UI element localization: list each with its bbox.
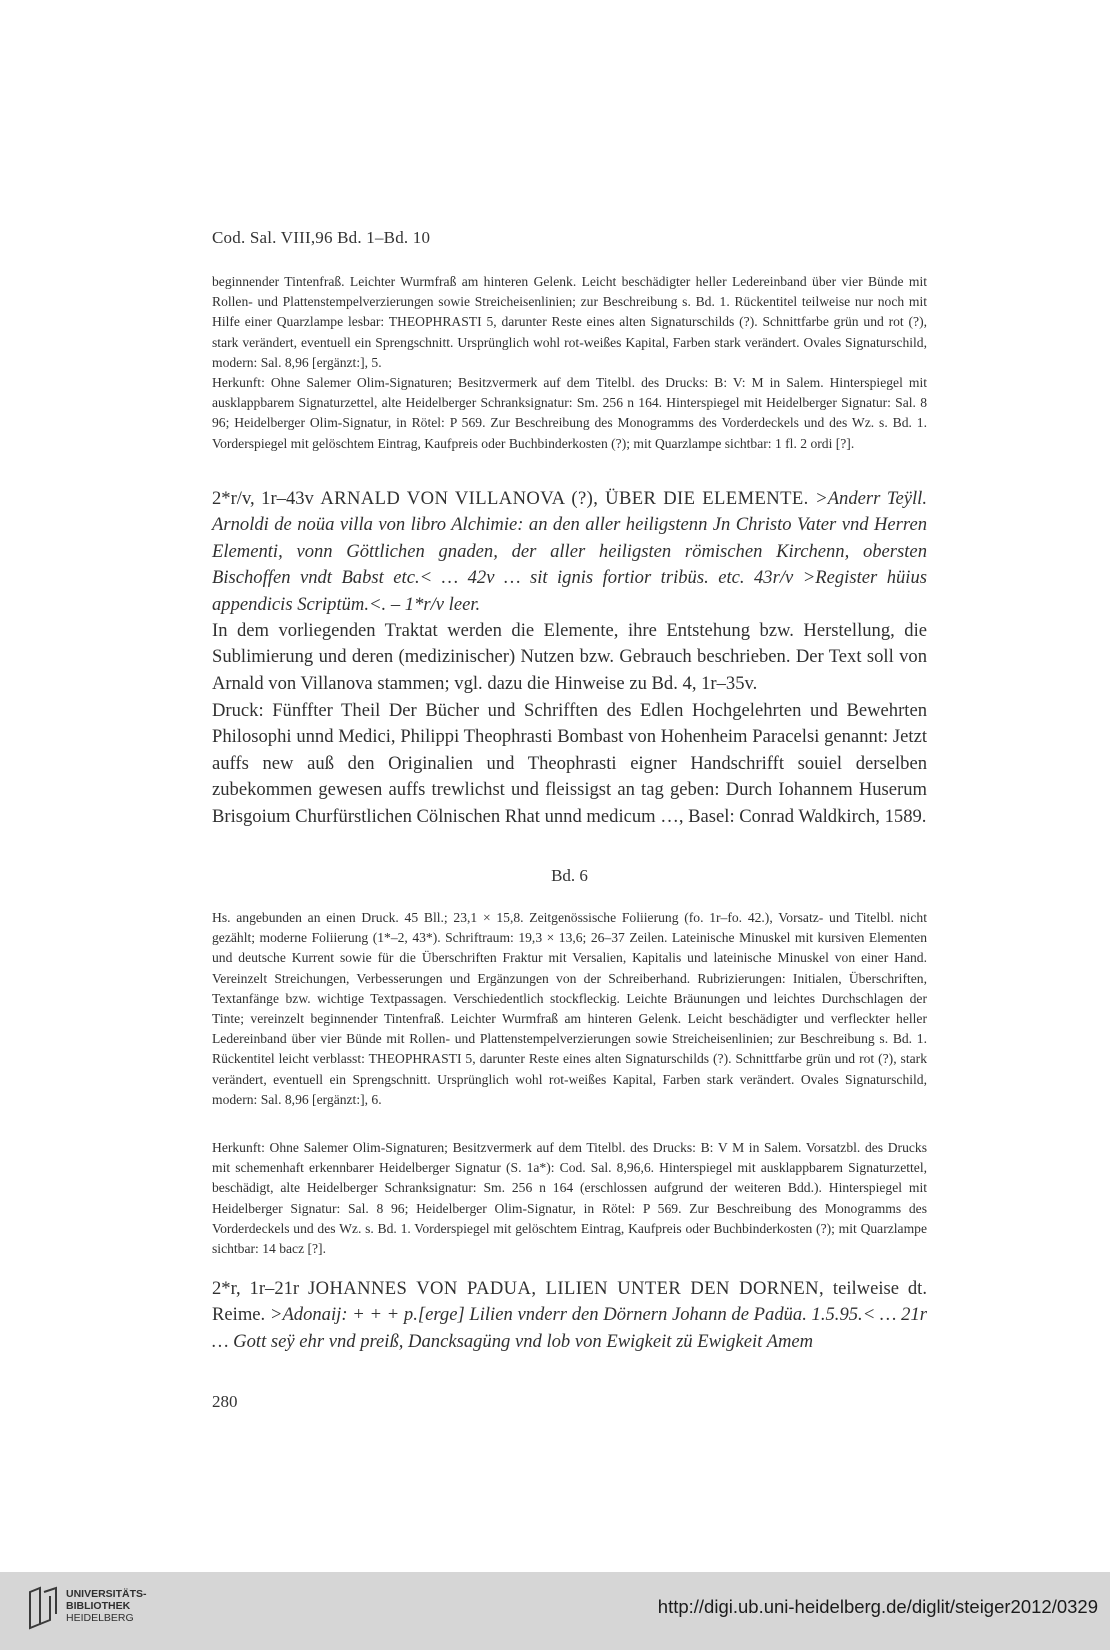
logo-line-1: UNIVERSITÄTS- bbox=[66, 1588, 147, 1600]
bd6-description bbox=[212, 908, 927, 1110]
entry-2-ref: 2*r, 1r–21r bbox=[212, 1278, 300, 1299]
entry-1-body: In dem vorliegenden Traktat werden die Elemente, ihre Entstehung bzw. Herstellung, die Sublimierung und deren (medizinischer) Nutzen bzw. Gebrauch beschrieben. Der Text soll von Arnald von Villanova stammen; vgl. dazu die Hinweise zu Bd. 4, 1r–35v. bbox=[212, 620, 927, 694]
entry-johannes bbox=[212, 1276, 927, 1355]
library-footer-bar bbox=[0, 1572, 1110, 1650]
herkunft-paragraph-2: Herkunft: Ohne Salemer Olim-Signaturen; Besitzvermerk auf dem Titelbl. des Drucks: B: V M in Salem. Vorsatzbl. des Drucks mit schemenhaft erkennbarer Heidelberger Signatur (S. 1a*): Cod. Sal. 8,96,6. Hinterspiegel mit ausklappbarem Signaturzettel, beschädigt, alte Heidelberger Schranksignatur: Sm. 256 n 164 (erschlossen aufgrund der weiteren Bdd.). Hinterspiegel mit Heidelberger Signatur: Sal. 8 96; Heidelberger Olim-Signatur, in Rötel: P 569. Zur Beschreibung des Monogramms des Vorderdeckels und des Wz. s. Bd. 1. Vorderspiegel mit gelöschtem Eintrag, Kaufpreis oder Buchbinderkosten (?); mit Quarzlampe sichtbar: 14 bacz [?]. bbox=[212, 1140, 927, 1257]
entry-arnald bbox=[212, 486, 927, 697]
entry-2-incipit: >Adonaij: + + + p.[erge] Lilien vnderr den Dörnern Johann de Padüa. 1.5.95.< … 21r … Gott seÿ ehr vnd preiß, Dancksagüng vnd lob von Ewigkeit zü Ewigkeit Amem bbox=[212, 1304, 927, 1352]
logo-line-2: BIBLIOTHEK bbox=[66, 1600, 131, 1612]
entry-1-incipit: >Anderr Teÿll. Arnoldi de noüa villa von libro Alchimie: an den aller heiligstenn Jn Christo Vater vnd Herren Elementi, vonn Göttlichen gnaden, der aller heiligsten römischen Kirchenn, obersten Bischoffen vndt Babst etc.< … 42v … sit ignis fortior tribüs. etc. 43r/v >Register hüius appendicis Scriptüm.<. – 1*r/v leer. bbox=[212, 488, 927, 615]
druck-paragraph bbox=[212, 698, 927, 830]
herkunft-paragraph-1: Herkunft: Ohne Salemer Olim-Signaturen; Besitzvermerk auf dem Titelbl. des Drucks: B: V: M in Salem. Hinterspiegel mit ausklappbarem Signaturzettel, alte Heidelberger Schranksignatur: Sm. 256 n 164. Hinterspiegel mit Heidelberger Signatur: Sal. 8 96; Heidelberger Olim-Signatur, in Rötel: P 569. Zur Beschreibung des Monogramms des Vorderdeckels und des Wz. s. Bd. 1. Vorderspiegel mit gelöschtem Eintrag, Kaufpreis oder Buchbinderkosten (?); mit Quarzlampe sichtbar: 1 fl. 2 ordi [?]. bbox=[212, 375, 927, 451]
permalink-url[interactable]: http://digi.ub.uni-heidelberg.de/diglit/steiger2012/0329 bbox=[657, 1596, 1098, 1617]
logo-line-3: HEIDELBERG bbox=[66, 1612, 134, 1624]
entry-1-title: ARNALD VON VILLANOVA (?), ÜBER DIE ELEMENTE. bbox=[320, 488, 809, 509]
library-logo-text bbox=[66, 1588, 147, 1624]
druck-text: Druck: Fünffter Theil Der Bücher und Schrifften des Edlen Hochgelehrten und Bewehrten Philosophi unnd Medici, Philippi Theophrasti Bombast von Hohenheim Paracelsi genannt: Jetzt auffs new auß den Originalien und Theophrasti eigner Handschrifft souiel derselben zubekommen gewesen auffs trewlichst und fleissigst an tag geben: Durch Iohannem Huserum Brisgoium Churfürstlichen Cölnischen Rhat unnd medicum …, Basel: Conrad Waldkirch, 1589. bbox=[212, 700, 927, 827]
bd6-text: Hs. angebunden an einen Druck. 45 Bll.; 23,1 × 15,8. Zeitgenössische Foliierung (fo. 1r–fo. 42.), Vorsatz- und Titelbl. nicht gezählt; moderne Foliierung (1*–2, 43*). Schriftraum: 19,3 × 13,6; 26–37 Zeilen. Lateinische Minuskel mit kursiven Elementen und deutsche Kurrent sowie für die Überschriften Fraktur mit Versalien, Kapitalis und lateinische Minuskel von einer Hand. Vereinzelt Streichungen, Verbesserungen und Ergänzungen von der Schreiberhand. Rubrizierungen: Initialen, Überschriften, Textanfänge bzw. wichtige Textpassagen. Verschiedentlich stockfleckig. Leichte Bräunungen und leichtes Durchschlagen der Tinte; vereinzelt beginnender Tintenfraß. Leichter Wurmfraß am hinteren Gelenk. Leicht beschädigter und verfleckter heller Ledereinband über vier Bünde mit Rollen- und Plattenstempelverzierungen sowie Streicheisenlinien; zur Beschreibung s. Bd. 1. Rückentitel leicht verblasst: THEOPHRASTI 5, darunter Reste eines alten Signaturschilds (?). Schnittfarbe grün und rot (?), stark verändert, eventuell ein Sprengschnitt. Ursprünglich wohl rot-weißes Kapital, Farben stark verändert. Ovales Signaturschild, modern: Sal. 8,96 [ergänzt:], 6. bbox=[212, 910, 927, 1107]
entry-2-note: teilweise dt. Reime. bbox=[212, 1278, 927, 1326]
entry-1-ref: 2*r/v, 1r–43v bbox=[212, 488, 314, 509]
library-logo-icon bbox=[26, 1584, 60, 1632]
herkunft-block-2 bbox=[212, 1138, 927, 1259]
entry-2-title: JOHANNES VON PADUA, LILIEN UNTER DEN DORNEN, bbox=[308, 1278, 825, 1299]
intro-paragraph bbox=[212, 272, 927, 454]
running-header: Cod. Sal. VIII,96 Bd. 1–Bd. 10 bbox=[212, 228, 431, 247]
intro-text: beginnender Tintenfraß. Leichter Wurmfraß am hinteren Gelenk. Leicht beschädigter heller Ledereinband über vier Bünde mit Rollen- und Plattenstempelverzierungen sowie Streicheisenlinien; zur Beschreibung s. Bd. 1. Rückentitel teilweise nur noch mit Hilfe einer Quarzlampe lesbar: THEOPHRASTI 5, darunter Reste eines alten Signaturschilds (?). Schnittfarbe grün und rot (?), stark verändert, eventuell ein Sprengschnitt. Ursprünglich wohl rot-weißes Kapital, Farben stark verändert. Ovales Signaturschild, modern: Sal. 8,96 [ergänzt:], 5. bbox=[212, 274, 927, 370]
section-heading-bd6: Bd. 6 bbox=[551, 866, 588, 885]
page-number: 280 bbox=[212, 1392, 238, 1411]
